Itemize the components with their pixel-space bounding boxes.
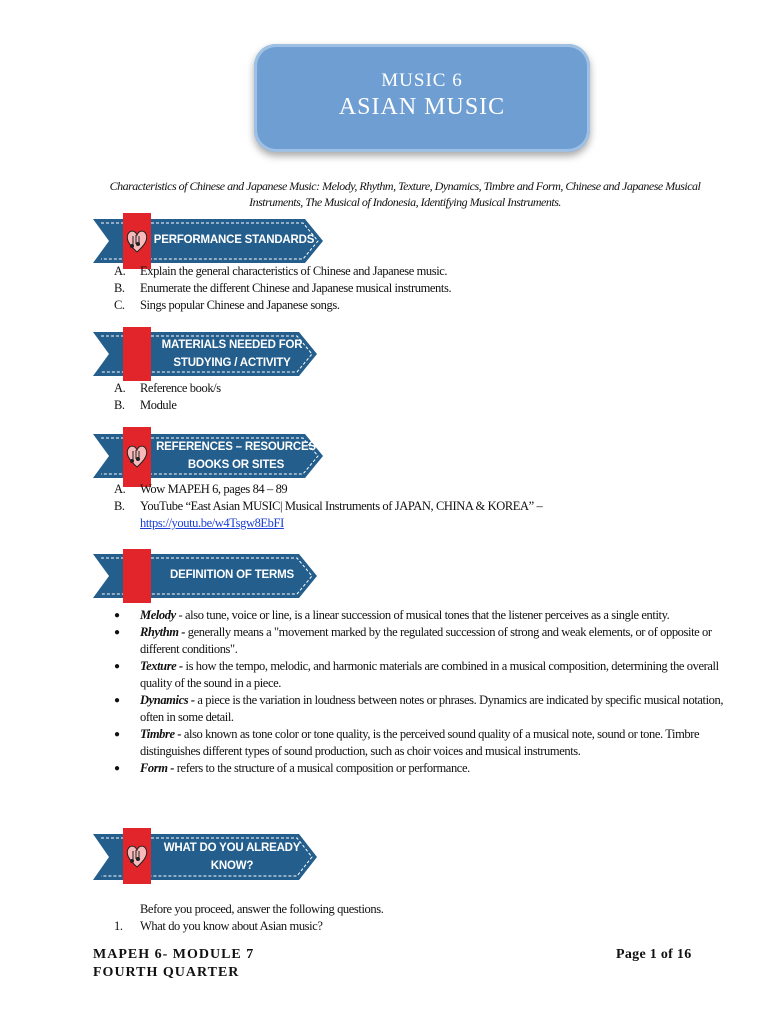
list-item: C. Sings popular Chinese and Japanese songs. [114, 298, 340, 312]
banner-label: WHAT DO YOU ALREADY KNOW? [163, 842, 301, 872]
definition-item: ● Form - refers to the structure of a musical composition or performance. [114, 761, 470, 775]
banner-label: REFERENCES – RESOURCES BOOKS OR SITES [156, 441, 316, 471]
bullet-icon: ● [114, 763, 120, 774]
banner-tag [123, 828, 151, 884]
banner-tag [123, 327, 151, 381]
bullet-icon: ● [114, 695, 120, 706]
banner-label: MATERIALS NEEDED FOR STUDYING / ACTIVITY [161, 339, 303, 369]
bullet-icon: ● [114, 729, 120, 740]
banner-performance-standards [93, 218, 325, 264]
instruction-text: Before you proceed, answer the following questions. [140, 902, 384, 916]
definition-item: ● Texture - is how the tempo, melodic, and harmonic materials are combined in a musical composition, determining the overall quality of the sound in a piece. [114, 659, 719, 690]
music-heart-icon [125, 228, 149, 254]
banner-label: PERFORMANCE STANDARDS [153, 234, 315, 246]
banner-definition-of-terms [93, 553, 325, 599]
definition-item: ● Rhythm - generally means a "movement marked by the regulated succession of strong and weak elements, or of opposite or different conditions". [114, 625, 712, 656]
footer-module: MAPEH 6- MODULE 7 [93, 947, 255, 962]
music-heart-icon [125, 843, 149, 869]
list-item: A. Explain the general characteristics of Chinese and Japanese music. [114, 264, 448, 278]
question-item: 1. What do you know about Asian music? [114, 919, 323, 933]
title-box [254, 44, 590, 152]
definition-item: ● Melody - also tune, voice or line, is a linear succession of musical tones that the listener perceives as a single entity. [114, 608, 670, 622]
music-heart-icon [125, 443, 149, 469]
banner-tag [123, 213, 151, 269]
definitions-list [114, 607, 726, 777]
list-item: B. YouTube “East Asian MUSIC| Musical Instruments of JAPAN, CHINA & KOREA” – https://youtu.be/w4Tsgw8EbFI [114, 499, 543, 530]
references-list [114, 481, 720, 532]
list-item: A. Wow MAPEH 6, pages 84 – 89 [114, 482, 288, 496]
definition-item: ● Dynamics - a piece is the variation in loudness between notes or phrases. Dynamics are indicated by specific musical notation, often in some detail. [114, 693, 724, 724]
list-item: A. Reference book/s [114, 381, 221, 395]
bullet-icon: ● [114, 610, 120, 621]
footer-page-number: Page 1 of 16 [616, 947, 692, 962]
youtube-link[interactable]: https://youtu.be/w4Tsgw8EbFI [140, 516, 284, 530]
title-main: ASIAN MUSIC [338, 94, 506, 120]
banner-tag [123, 549, 151, 603]
list-item: B. Enumerate the different Chinese and Japanese musical instruments. [114, 281, 452, 295]
lesson-topics: Characteristics of Chinese and Japanese Music: Melody, Rhythm, Texture, Dynamics, Timbre and Form, Chinese and Japanese Musical Instruments, The Musical of Indonesia, Identifying Musical Instruments. [109, 179, 701, 209]
definition-item: ● Timbre - also known as tone color or tone quality, is the perceived sound quality of a musical note, sound or tone. Timbre distinguishes different types of sound production, such as choir voices and musical instruments. [114, 727, 700, 758]
footer-quarter: FOURTH QUARTER [93, 965, 240, 980]
banner-tag [123, 427, 151, 487]
bullet-icon: ● [114, 627, 120, 638]
banner-references [93, 433, 325, 479]
performance-list [114, 263, 451, 314]
list-item: B. Module [114, 398, 177, 412]
title-subject: MUSIC 6 [381, 70, 463, 91]
bullet-icon: ● [114, 661, 120, 672]
materials-list [114, 380, 221, 414]
banner-materials-needed [93, 331, 325, 377]
banner-label: DEFINITION OF TERMS [170, 569, 294, 581]
banner-what-do-you-know [93, 833, 325, 881]
